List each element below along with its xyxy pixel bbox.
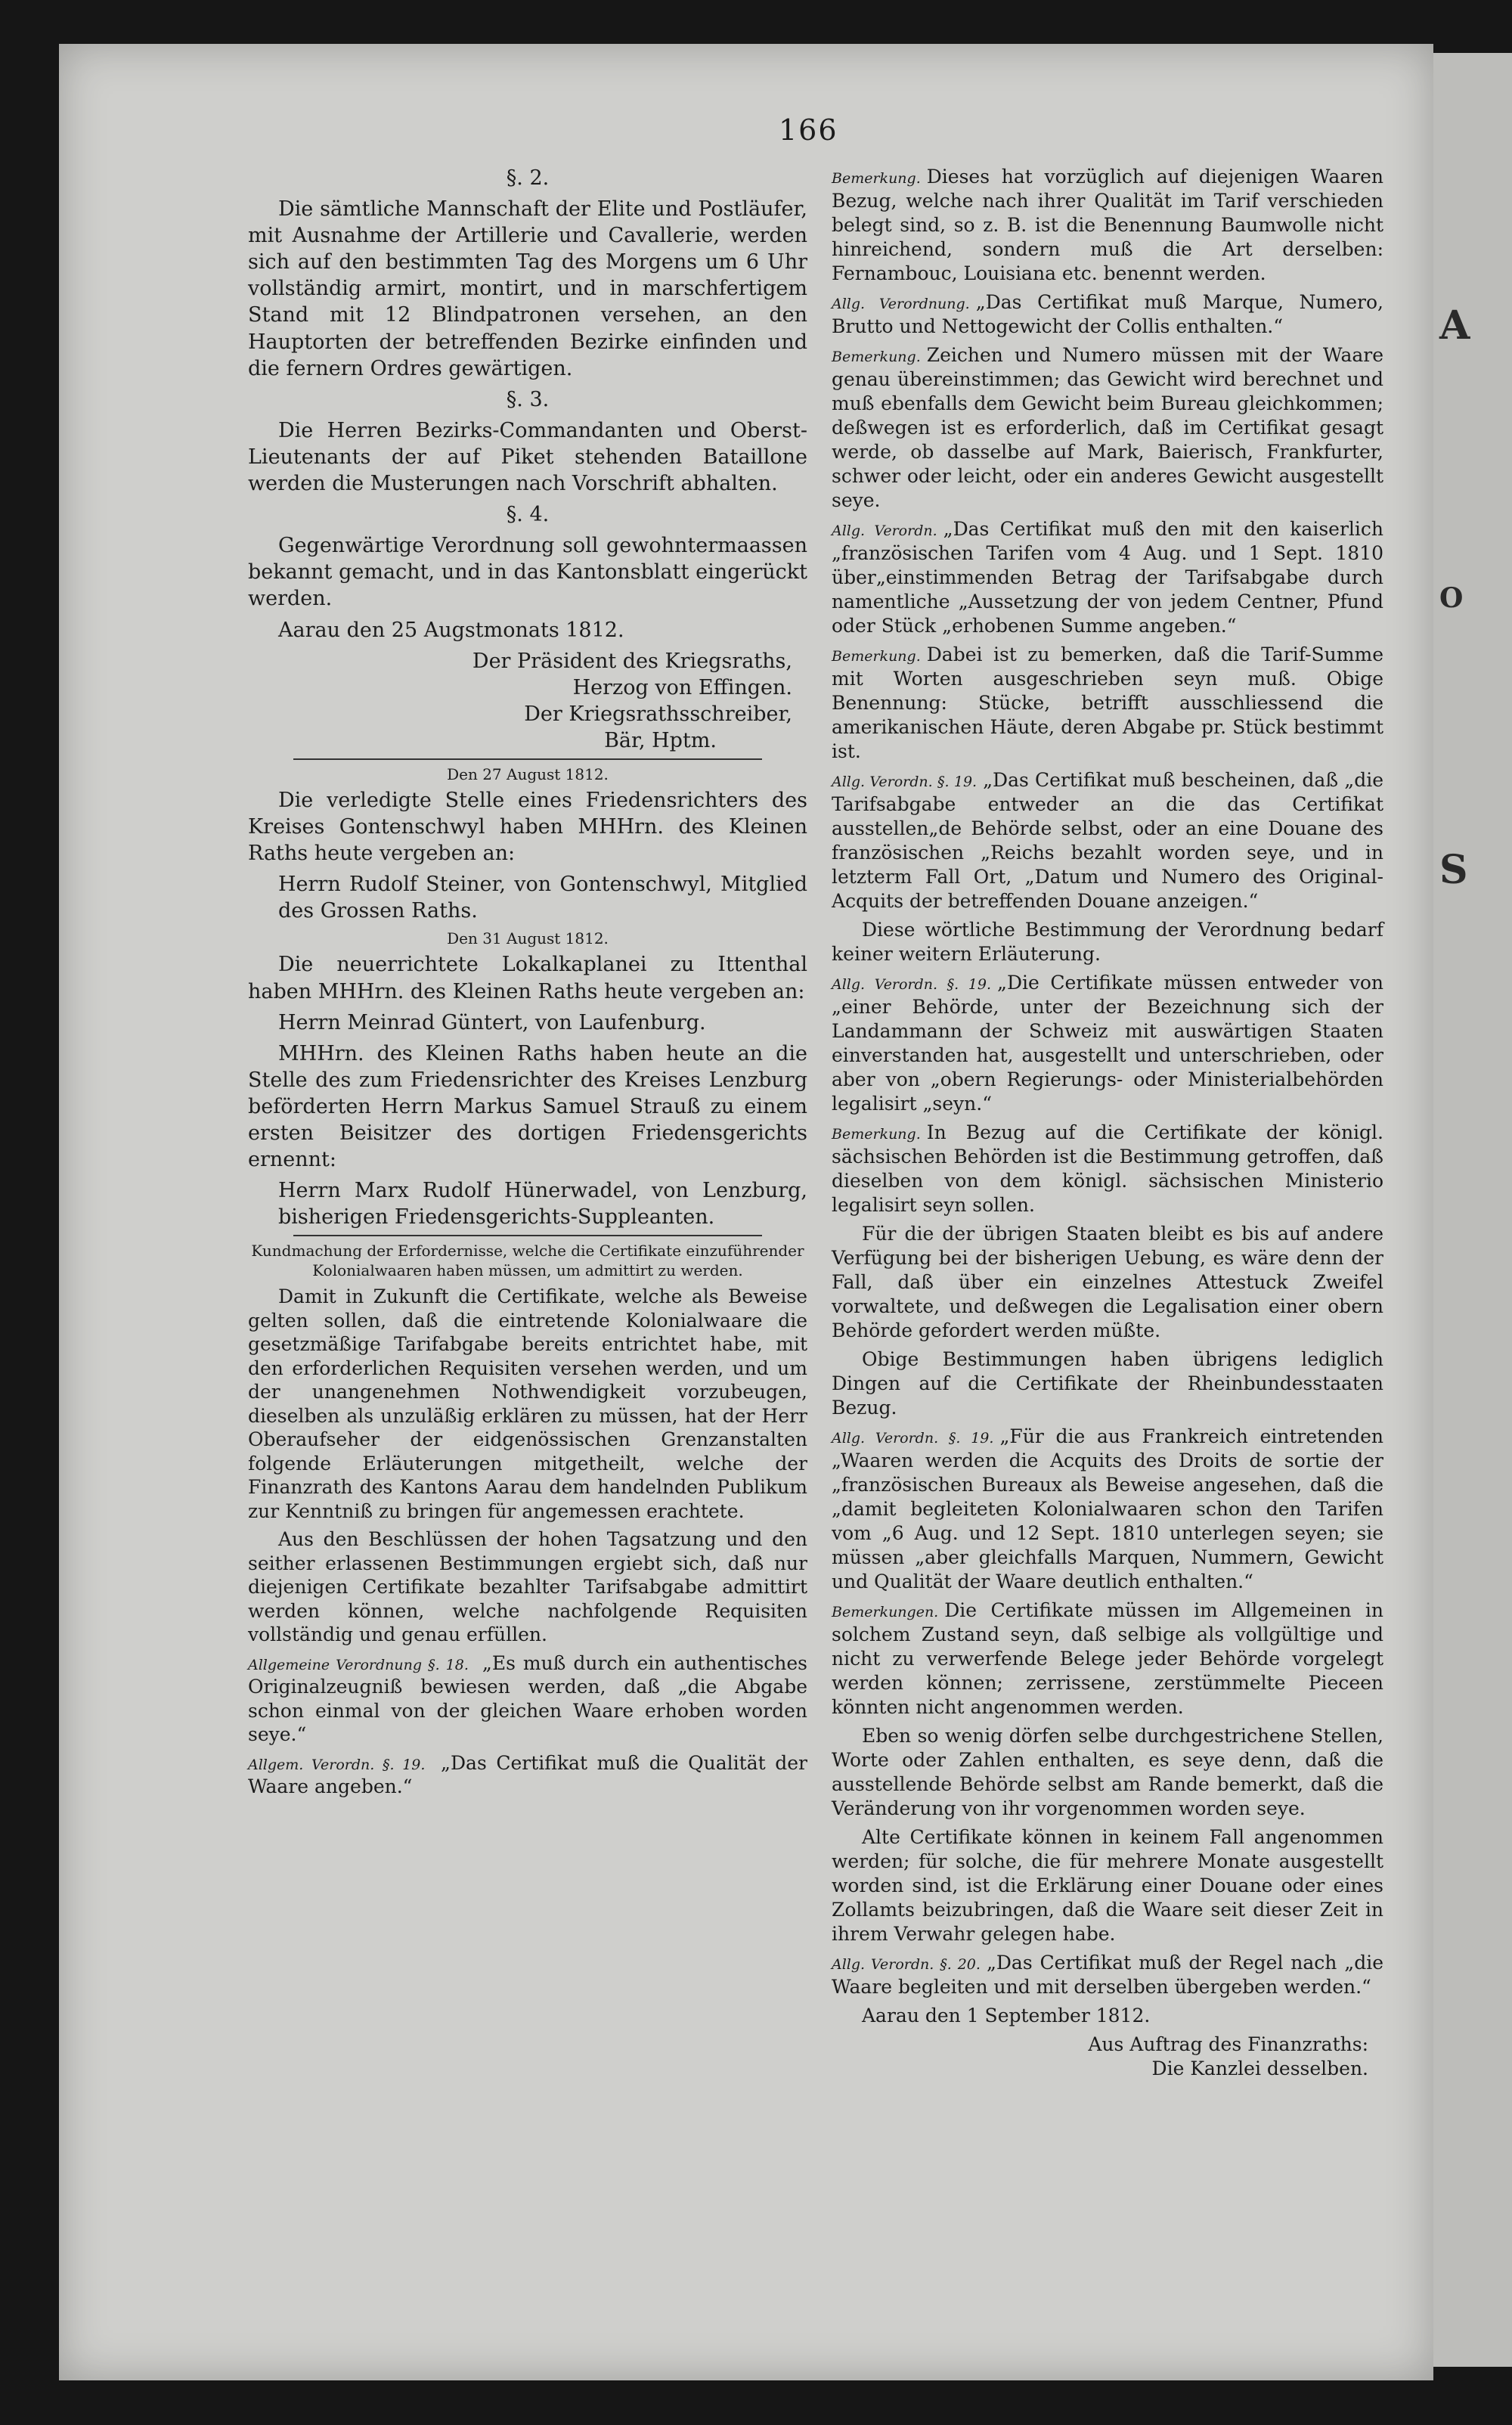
appointee: Herrn Meinrad Güntert, von Laufenburg. <box>278 1010 706 1034</box>
regulation-text: „Für die aus Frankreich eintretenden „Waaren werden die Acquits des Droits de sortie der „französischen Bureaux als Beweise angesehen, daß die „damit begleiteten Kolonialwaaren schon den Tarifen vom „6 Aug. und 12 Sept. 1810 unterlegen seyen; sie müssen „aber gleichfalls Marquen, Nummern, Gewicht und Qualität der Waare deutlich enthalten.“ <box>832 1425 1384 1592</box>
remark-text: In Bezug auf die Certifikate der königl. sächsischen Behörden ist die Bestimmung getroffen, daß dieselben von dem königl. sächsischen Ministerio legalisirt seyn sollen. <box>832 1121 1383 1216</box>
paragraph: Für die der übrigen Staaten bleibt es bis auf andere Verfügung bei der bisherigen Uebung, es wäre denn der Fall, daß über ein einzelnes Attestuck Zweifel vorwaltete, und deßwegen die Legalisation einer obern Behörde gefordert werden müßte. <box>832 1223 1383 1341</box>
signature-line: Die Kanzlei desselben. <box>1151 2058 1368 2079</box>
paragraph: Die sämtliche Mannschaft der Elite und Postläufer, mit Ausnahme der Artillerie und Cavallerie, werden sich auf den bestimmten Tag des Morgens um 6 Uhr vollständig armirt, montirt, und in marschfertigem Stand mit 12 Blindpatronen versehen, an den Hauptorten der betreffenden Bezirke einfinden und die fernern Ordres gewärtigen. <box>248 197 807 380</box>
paragraph: Eben so wenig dörfen selbe durchgestrichene Stellen, Worte oder Zahlen enthalten, es seye denn, daß die ausstellende Behörde selbst am Rande bemerkt, daß die Veränderung von ihr vorgenommen worden seye. <box>832 1725 1383 1819</box>
section-heading: §. 4. <box>506 503 550 527</box>
remark-text: Die Certifikate müssen im Allgemeinen in solchem Zustand seyn, daß selbige als vollgültige und nicht zu verwerfende Belege jeder Behörde vorgelegt werden können; zerrissene, zerstümmelte Pieceen könnten nicht angenommen werden. <box>832 1599 1383 1718</box>
regulation-text: „Das Certifikat muß den mit den kaiserlich „französischen Tarifen vom 4 Aug. und 1 Sept. 1810 über„einstimmenden Betrag der Tarifsabgabe durch namentliche „Aussetzung der von jedem Centner, Pfund oder Stück „erhobenen Summe angeben.“ <box>832 518 1384 637</box>
regulation-label: Allg. Verordn. §. 19. <box>832 976 992 993</box>
section-heading: §. 3. <box>506 387 550 411</box>
signature-line: Der Präsident des Kriegsraths, <box>472 649 792 673</box>
regulation-text: „Das Certifikat muß bescheinen, daß „die Tarifsabgabe entweder an die das Certifikat ausstellen„de Behörde selbst, oder an eine Douane des französischen „Reichs bezahlt worden seye, und in letzterm Fall Ort, „Datum und Numero des Original-Acquits der betreffenden Douane anzeigen.“ <box>832 769 1383 912</box>
remark-label: Bemerkung. <box>832 349 921 365</box>
regulation-label: Allg. Verordnung. <box>832 296 970 312</box>
signature-line: Der Kriegsrathsschreiber, <box>524 702 792 726</box>
signature-name: Herzog von Effingen. <box>572 675 792 699</box>
edge-letter: A <box>1439 302 1470 349</box>
page-number: 166 <box>779 113 838 147</box>
adjacent-page-edge <box>1433 53 1512 2367</box>
regulation-label: Allg. Verordn. §. 20. <box>832 1956 981 1973</box>
regulation-label: Allg. Verordn. <box>832 523 937 539</box>
edge-letter: S <box>1439 847 1468 893</box>
right-column <box>832 165 1383 2081</box>
regulation-text: „Das Certifikat muß die Qualität der Waare angeben.“ <box>248 1751 807 1798</box>
appointee: Herrn Marx Rudolf Hünerwadel, von Lenzburg, bisherigen Friedensgerichts-Suppleanten. <box>278 1179 807 1230</box>
paragraph: Gegenwärtige Verordnung soll gewohntermaassen bekannt gemacht, und in das Kantonsblatt eingerückt werden. <box>248 534 807 611</box>
regulation-label: Allgem. Verordn. §. 19. <box>248 1756 426 1773</box>
regulation-label: Allg. Verordn. §. 19. <box>832 774 978 790</box>
regulation-label: Allg. Verordn. §. 19. <box>832 1430 994 1447</box>
divider <box>293 758 762 760</box>
paragraph: Diese wörtliche Bestimmung der Verordnung bedarf keiner weitern Erläuterung. <box>832 919 1383 965</box>
left-column <box>248 165 807 1803</box>
place-date: Aarau den 1 September 1812. <box>862 2005 1151 2027</box>
appointee: Herrn Rudolf Steiner, von Gontenschwyl, Mitglied des Grossen Raths. <box>278 873 807 923</box>
date-heading: Den 27 August 1812. <box>447 764 609 783</box>
paragraph: Die Herren Bezirks-Commandanten und Oberst-Lieutenants der auf Piket stehenden Bataillone werden die Musterungen nach Vorschrift abhalten. <box>248 418 807 496</box>
regulation-text: „Das Certifikat muß der Regel nach „die Waare begleiten und mit derselben übergeben werden.“ <box>832 1952 1383 1998</box>
regulation-label: Allgemeine Verordnung §. 18. <box>248 1656 469 1673</box>
paragraph: Obige Bestimmungen haben übrigens lediglich Dingen auf die Certifikate der Rheinbundesstaaten Bezug. <box>832 1348 1383 1419</box>
remark-label: Bemerkung. <box>832 648 921 665</box>
remark-label: Bemerkung. <box>832 170 921 187</box>
signature-line: Aus Auftrag des Finanzraths: <box>1088 2033 1368 2055</box>
place-date: Aarau den 25 Augstmonats 1812. <box>278 618 624 642</box>
paragraph: Die neuerrichtete Lokalkaplanei zu Ittenthal haben MHHrn. des Kleinen Raths heute vergeben an: <box>248 953 807 1003</box>
paragraph: Damit in Zukunft die Certifikate, welche als Beweise gelten sollen, daß die eintretende Kolonialwaare die gesetzmäßige Tarifabgabe bereits entrichtet habe, mit den erforderlichen Requisiten versehen werden, und um der unangenehmen Nothwendigkeit vorzubeugen, dieselben als unzuläßig erklären zu müssen, hat der Herr Oberaufseher der eidgenössischen Grenzanstalten folgende Erläuterungen mitgetheilt, welche der Finanzrath des Kantons Aarau dem handelnden Publikum zur Kenntniß zu bringen für angemessen erachtete. <box>248 1285 807 1522</box>
paragraph: Die verledigte Stelle eines Friedensrichters des Kreises Gontenschwyl haben MHHrn. des Kleinen Raths heute vergeben an: <box>248 788 807 866</box>
remark-text: Dabei ist zu bemerken, daß die Tarif-Summe mit Worten ausgeschrieben seyn muß. Obige Benennung: Stücke, betrifft ausschliessend die amerikanischen Häute, deren Abgabe pr. Stück bestimmt ist. <box>832 643 1383 762</box>
paragraph: MHHrn. des Kleinen Raths haben heute an die Stelle des zum Friedensrichter des Kreises Lenzburg beförderten Herrn Markus Samuel Strauß zu einem ersten Beisitzer des dortigen Friedensgerichts ernennt: <box>248 1041 807 1172</box>
regulation-text: „Das Certifikat muß Marque, Numero, Brutto und Nettogewicht der Collis enthalten.“ <box>832 291 1383 337</box>
remark-label: Bemerkungen. <box>832 1604 939 1620</box>
regulation-text: „Es muß durch ein authentisches Originalzeugniß bewiesen werden, daß „die Abgabe schon einmal von der gleichen Waare erhoben worden seye.“ <box>248 1651 807 1746</box>
remark-text: Dieses hat vorzüglich auf diejenigen Waaren Bezug, welche nach ihrer Qualität im Tarif verschieden belegt sind, so z. B. ist die Benennung Baumwolle nicht hinreichend, sondern muß die Art derselben: Fernambouc, Louisiana etc. benennt werden. <box>832 166 1383 284</box>
paragraph: Alte Certifikate können in keinem Fall angenommen werden; für solche, die für mehrere Monate ausgestellt worden sind, ist die Erklärung einer Douane oder eines Zollamts beizubringen, daß die Waare seit dieser Zeit in ihrem Verwahr gelegen habe. <box>832 1826 1383 1945</box>
paragraph: Aus den Beschlüssen der hohen Tagsatzung und den seither erlassenen Bestimmungen ergiebt sich, daß nur diejenigen Certifikate bezahlter Tarifsabgabe admittirt werden können, welche nachfolgende Requisiten vollständig und genau erfüllen. <box>248 1528 807 1646</box>
remark-text: Zeichen und Numero müssen mit der Waare genau übereinstimmen; das Gewicht wird berechnet und muß ebenfalls dem Gewicht beim Bureau gleichkommen; deßwegen ist es erforderlich, daß im Certifikat gesagt werde, ob dasselbe auf Mark, Baierisch, Frankfurter, schwer oder leicht, oder ein anderes Gewicht ausgestellt seye. <box>832 344 1383 511</box>
regulation-text: „Die Certifikate müssen entweder von „einer Behörde, unter der Bezeichnung sich der Landammann der Schweiz mit auswärtigen Staaten einverstanden hat, ausgestellt und unterschrieben, oder aber von „obern Regierungs- oder Ministerialbehörden legalisirt „seyn.“ <box>832 972 1383 1115</box>
signature-name: Bär, Hptm. <box>604 728 717 752</box>
divider <box>293 1235 762 1236</box>
edge-letter: O <box>1439 582 1464 614</box>
notice-heading: Kundmachung der Erfordernisse, welche die Certifikate einzuführender Kolonialwaaren haben müssen, um admittirt zu werden. <box>251 1242 804 1280</box>
date-heading: Den 31 August 1812. <box>447 929 609 948</box>
remark-label: Bemerkung. <box>832 1126 921 1143</box>
section-heading: §. 2. <box>506 166 550 190</box>
